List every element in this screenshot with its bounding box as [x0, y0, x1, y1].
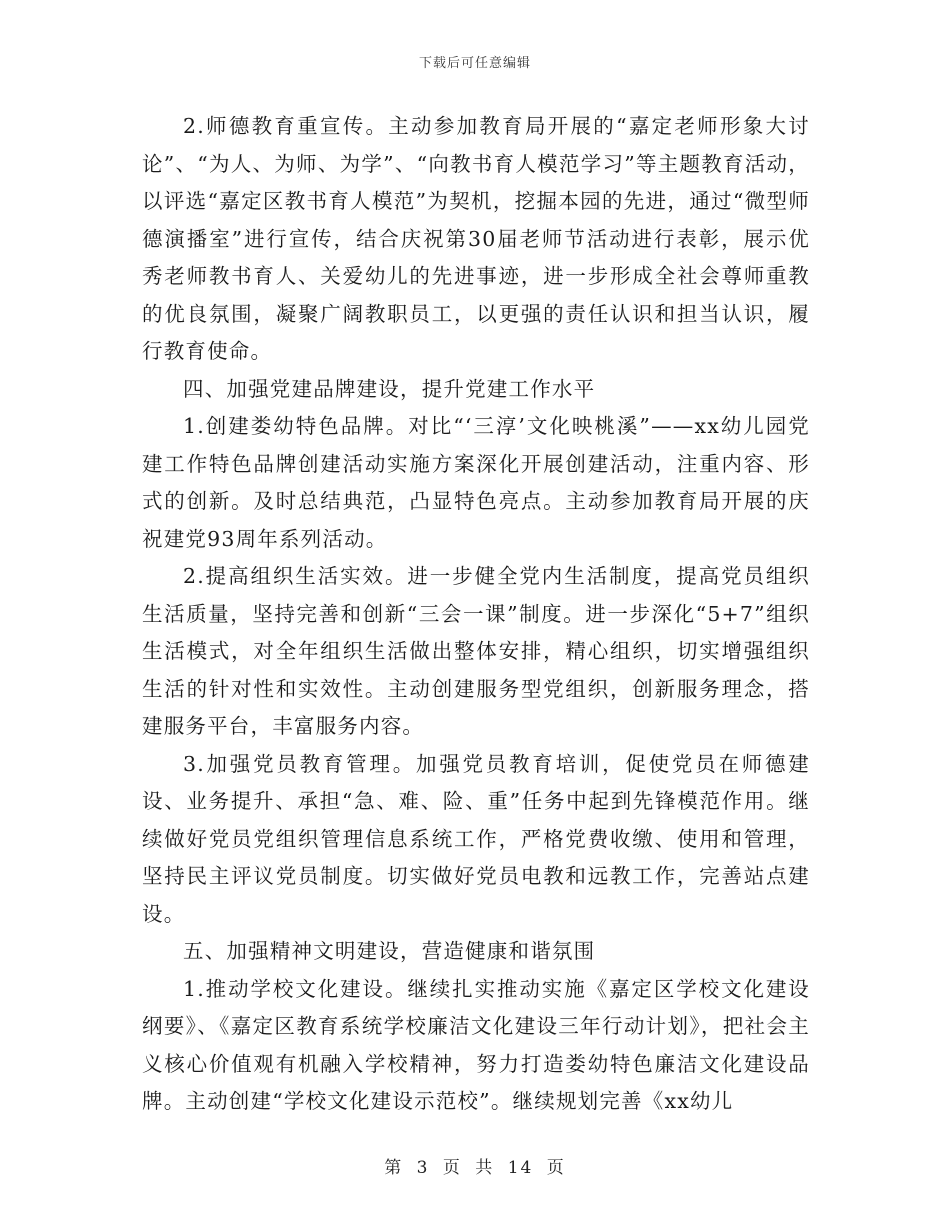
- paragraph-organization-life: 2.提高组织生活实效。进一步健全党内生活制度，提高党员组织生活质量，坚持完善和创新“三会一课”制度。进一步深化“5+7”组织生活模式，对全年组织生活做出整体安排，精心组织，切实增强组织生活的针对性和实效性。主动创建服务型党组织，创新服务理念，搭建服务平台，丰富服务内容。: [142, 564, 810, 738]
- page-number-indicator: 第 3 页 共 14 页: [384, 1158, 566, 1178]
- section-heading-party-brand: 四、加强党建品牌建设，提升党建工作水平: [183, 376, 596, 401]
- paragraph-brand-creation: 1.创建娄幼特色品牌。对比“‘三淳’文化映桃溪”——xx幼儿园党建工作特色品牌创建活动实施方案深化开展创建活动，注重内容、形式的创新。及时总结典范，凸显特色亮点。主动参加教育局开展的庆祝建党93周年系列活动。: [142, 414, 810, 551]
- paragraph-member-management: 3.加强党员教育管理。加强党员教育培训，促使党员在师德建设、业务提升、承担“急、难、险、重”任务中起到先锋模范作用。继续做好党员党组织管理信息系统工作，严格党费收缴、使用和管理，坚持民主评议党员制度。切实做好党员电教和远教工作，完善站点建设。: [142, 751, 810, 926]
- paragraph-school-culture: 1.推动学校文化建设。继续扎实推动实施《嘉定区学校文化建设纲要》、《嘉定区教育系统学校廉洁文化建设三年行动计划》，把社会主义核心价值观有机融入学校精神，努力打造娄幼特色廉洁文化建设品牌。主动创建“学校文化建设示范校”。继续规划完善《xx幼儿: [142, 976, 810, 1113]
- page-header-note: 下载后可任意编辑: [418, 56, 531, 71]
- section-heading-spiritual-civilization: 五、加强精神文明建设，营造健康和谐氛围: [183, 939, 596, 963]
- document-body: [142, 108, 810, 1121]
- paragraph-teacher-ethics-publicity: 2.师德教育重宣传。主动参加教育局开展的“嘉定老师形象大讨论”、“为人、为师、为学”、“向教书育人模范学习”等主题教育活动，以评选“嘉定区教书育人模范”为契机，挖掘本园的先进，通过“微型师德演播室”进行宣传，结合庆祝第30届老师节活动进行表彰，展示优秀老师教书育人、关爱幼儿的先进事迹，进一步形成全社会尊师重教的优良氛围，凝聚广阔教职员工，以更强的责任认识和担当认识，履行教育使命。: [142, 114, 810, 363]
